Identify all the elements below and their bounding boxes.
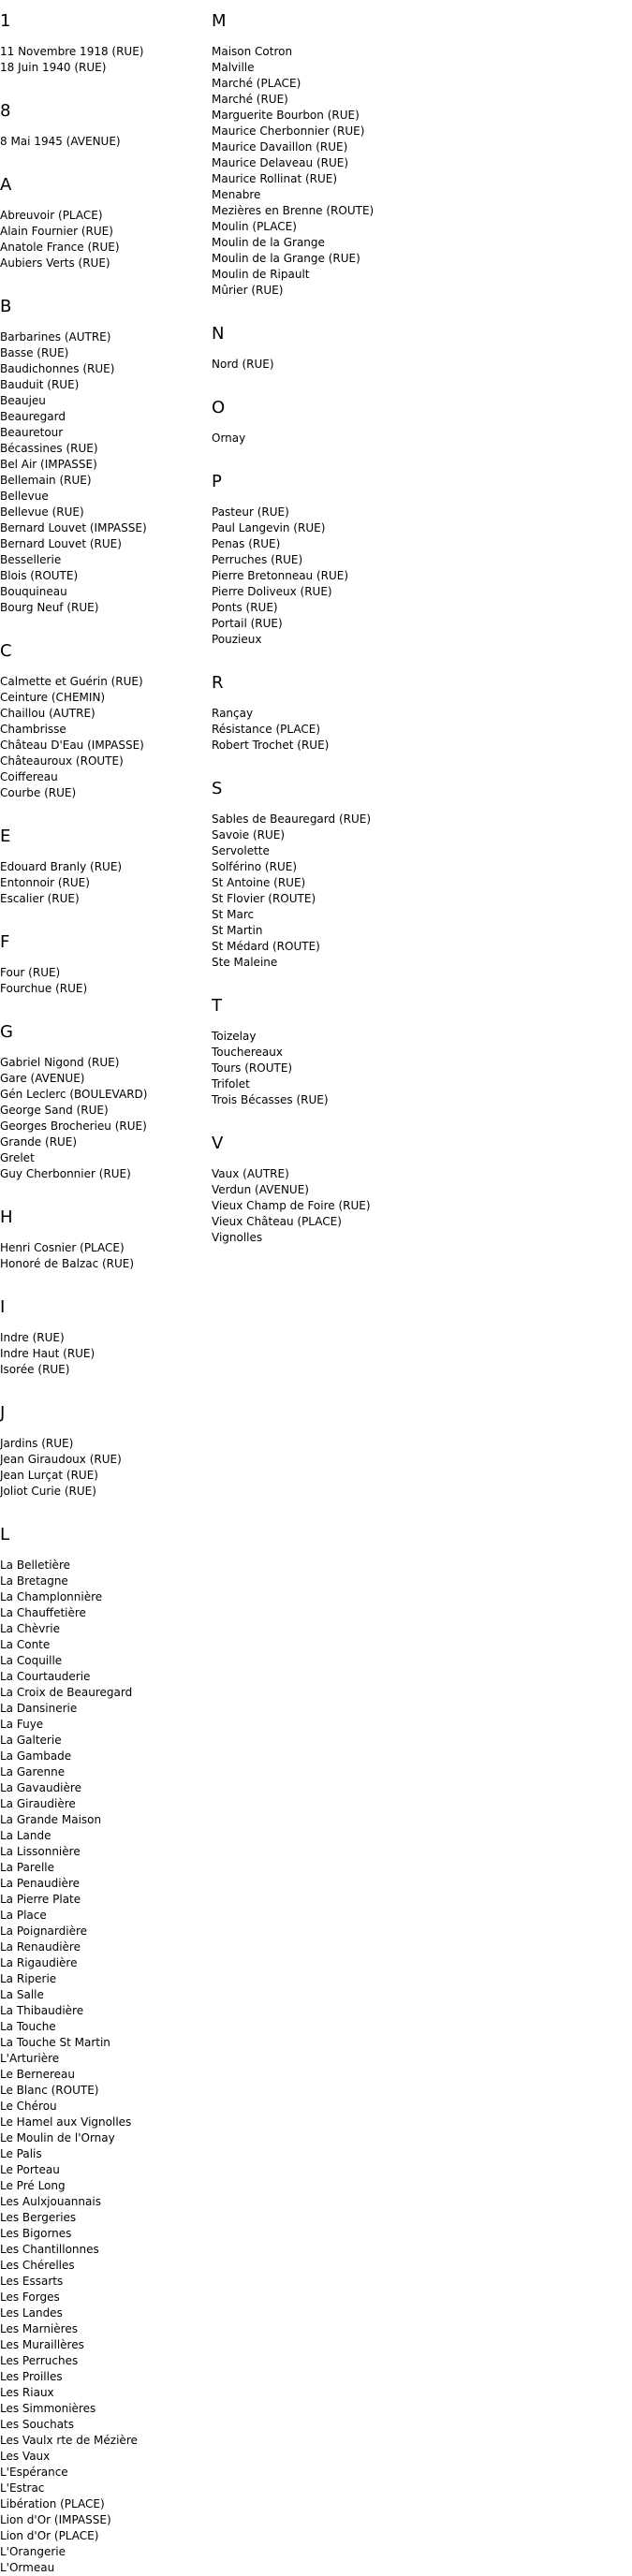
street-item[interactable]: Coiffereau xyxy=(0,770,58,783)
street-item[interactable]: Marché (RUE) xyxy=(212,93,288,106)
letter-section-v xyxy=(212,1108,624,1246)
section-letter-heading: M xyxy=(212,11,227,31)
street-item[interactable]: Les Marnières xyxy=(0,2322,78,2335)
street-item[interactable]: Courbe (RUE) xyxy=(0,786,77,799)
street-item[interactable]: La Garenne xyxy=(0,1765,66,1778)
street-item[interactable]: Les Landes xyxy=(0,2306,63,2320)
street-item[interactable]: Entonnoir (RUE) xyxy=(0,876,90,889)
letter-section-c xyxy=(0,616,208,801)
letter-section-h xyxy=(0,1182,208,1272)
street-list xyxy=(0,1240,208,1272)
street-item[interactable]: La Giraudière xyxy=(0,1797,76,1810)
street-item[interactable]: La Penaudière xyxy=(0,1877,80,1890)
street-list xyxy=(212,431,624,446)
street-item[interactable]: Marguerite Bourbon (RUE) xyxy=(212,109,360,122)
street-item[interactable]: Maison Cotron xyxy=(212,45,293,58)
street-item[interactable]: Ste Maleine xyxy=(212,956,278,969)
street-item[interactable]: Georges Brocherieu (RUE) xyxy=(0,1120,147,1133)
street-item[interactable]: Ceinture (CHEMIN) xyxy=(0,691,106,704)
street-item[interactable]: Ornay xyxy=(212,432,246,445)
street-item[interactable]: Vieux Champ de Foire (RUE) xyxy=(212,1199,371,1212)
street-item[interactable]: Henri Cosnier (PLACE) xyxy=(0,1241,125,1254)
street-item[interactable]: Vaux (AUTRE) xyxy=(212,1167,289,1180)
street-item[interactable]: Anatole France (RUE) xyxy=(0,241,120,254)
street-item[interactable]: La Lissonnière xyxy=(0,1845,81,1858)
street-item[interactable]: La Conte xyxy=(0,1638,51,1651)
street-item[interactable]: Marché (PLACE) xyxy=(212,77,301,90)
street-item[interactable]: La Champlonnière xyxy=(0,1590,103,1603)
street-item[interactable]: Aubiers Verts (RUE) xyxy=(0,256,110,270)
street-item[interactable]: Bellevue xyxy=(0,490,49,503)
street-index-right-column xyxy=(212,0,624,1246)
street-item[interactable]: L'Estrac xyxy=(0,2481,45,2495)
section-letter-heading: F xyxy=(0,932,10,952)
street-item[interactable]: Libération (PLACE) xyxy=(0,2497,105,2510)
street-item[interactable]: Chaillou (AUTRE) xyxy=(0,707,96,720)
street-item[interactable]: Sables de Beauregard (RUE) xyxy=(212,812,372,826)
street-item[interactable]: Château D'Eau (IMPASSE) xyxy=(0,739,144,752)
street-item[interactable]: Bessellerie xyxy=(0,553,62,566)
street-item[interactable]: Le Chérou xyxy=(0,2100,57,2113)
street-item[interactable]: Savoie (RUE) xyxy=(212,828,286,842)
street-list xyxy=(0,1436,208,1500)
street-item[interactable]: St Antoine (RUE) xyxy=(212,876,306,889)
street-item[interactable]: Bécassines (RUE) xyxy=(0,442,98,455)
street-item[interactable]: Guy Cherbonnier (RUE) xyxy=(0,1167,131,1180)
street-item[interactable]: Les Simmonières xyxy=(0,2402,96,2415)
street-item[interactable]: Jean Giraudoux (RUE) xyxy=(0,1453,122,1466)
street-item[interactable]: La Pierre Plate xyxy=(0,1893,81,1906)
section-letter-heading: H xyxy=(0,1208,13,1227)
street-item[interactable]: La Gavaudière xyxy=(0,1781,81,1794)
street-item[interactable]: Le Porteau xyxy=(0,2163,60,2176)
street-item[interactable]: St Flovier (ROUTE) xyxy=(212,892,316,905)
letter-section-t xyxy=(212,971,624,1108)
street-item[interactable]: Perruches (RUE) xyxy=(212,553,303,566)
street-item[interactable]: Le Palis xyxy=(0,2147,42,2160)
letter-section-1 xyxy=(0,0,208,76)
street-item[interactable]: Châteauroux (ROUTE) xyxy=(0,754,124,768)
section-letter-heading: C xyxy=(0,641,12,661)
street-list xyxy=(0,1055,208,1182)
street-list xyxy=(212,44,624,299)
street-item[interactable]: La Gambade xyxy=(0,1749,72,1763)
street-item[interactable]: Bernard Louvet (IMPASSE) xyxy=(0,521,147,534)
letter-section-8 xyxy=(0,76,208,150)
street-item[interactable]: Les Essarts xyxy=(0,2275,64,2288)
section-letter-heading: A xyxy=(0,175,12,195)
street-item[interactable]: La Rigaudière xyxy=(0,1956,78,1969)
letter-section-n xyxy=(212,299,624,373)
street-list xyxy=(0,329,208,616)
street-item[interactable]: La Chèvrie xyxy=(0,1622,60,1635)
street-item[interactable]: Edouard Branly (RUE) xyxy=(0,860,123,873)
street-item[interactable]: L'Espérance xyxy=(0,2466,68,2479)
street-list xyxy=(212,812,624,971)
street-item[interactable]: Le Hamel aux Vignolles xyxy=(0,2115,132,2129)
street-item[interactable]: Moulin de la Grange xyxy=(212,236,325,249)
section-letter-heading: T xyxy=(212,996,222,1016)
street-item[interactable]: Bauduit (RUE) xyxy=(0,378,80,391)
street-item[interactable]: Toizelay xyxy=(212,1030,257,1043)
section-letter-heading: V xyxy=(212,1134,224,1153)
section-letter-heading: B xyxy=(0,297,12,316)
street-item[interactable]: Blois (ROUTE) xyxy=(0,569,79,582)
street-item[interactable]: Solférino (RUE) xyxy=(212,860,297,873)
letter-section-p xyxy=(212,446,624,648)
section-letter-heading: E xyxy=(0,827,11,846)
street-item[interactable]: Lion d'Or (PLACE) xyxy=(0,2529,99,2542)
street-item[interactable]: Rançay xyxy=(212,707,254,720)
street-item[interactable]: George Sand (RUE) xyxy=(0,1104,109,1117)
street-list xyxy=(0,965,208,997)
street-item[interactable]: Jardins (RUE) xyxy=(0,1437,74,1450)
section-letter-heading: S xyxy=(212,779,223,798)
street-list xyxy=(0,859,208,907)
street-item[interactable]: L'Arturière xyxy=(0,2052,60,2065)
street-list xyxy=(212,1029,624,1108)
section-letter-heading: I xyxy=(0,1297,6,1317)
section-letter-heading: N xyxy=(212,324,225,344)
street-item[interactable]: Pierre Bretonneau (RUE) xyxy=(212,569,349,582)
section-letter-heading: R xyxy=(212,673,224,693)
street-item[interactable]: Basse (RUE) xyxy=(0,346,69,359)
street-item[interactable]: St Martin xyxy=(212,924,263,937)
street-item[interactable]: Gabriel Nigond (RUE) xyxy=(0,1056,120,1069)
street-item[interactable]: Beauretour xyxy=(0,426,64,439)
street-list xyxy=(0,208,208,271)
street-item[interactable]: Bel Air (IMPASSE) xyxy=(0,458,97,471)
street-item[interactable]: Les Chantillonnes xyxy=(0,2243,99,2256)
street-item[interactable]: 8 Mai 1945 (AVENUE) xyxy=(0,135,121,148)
street-item[interactable]: Four (RUE) xyxy=(0,966,61,979)
letter-section-a xyxy=(0,150,208,271)
street-item[interactable]: La Riperie xyxy=(0,1972,57,1985)
street-list xyxy=(212,706,624,754)
street-item[interactable]: Les Muraillères xyxy=(0,2338,84,2351)
street-item[interactable]: L'Ormeau xyxy=(0,2561,55,2574)
street-item[interactable]: Les Souchats xyxy=(0,2418,75,2431)
letter-section-e xyxy=(0,801,208,907)
street-item[interactable]: La Bretagne xyxy=(0,1574,68,1588)
street-item[interactable]: Moulin de la Grange (RUE) xyxy=(212,252,360,265)
section-letter-heading: 1 xyxy=(0,11,11,31)
street-list xyxy=(0,1558,208,2576)
letter-section-m xyxy=(212,0,624,299)
street-item[interactable]: La Fuye xyxy=(0,1718,44,1731)
street-item[interactable]: Pasteur (RUE) xyxy=(212,505,289,519)
street-item[interactable]: Vieux Château (PLACE) xyxy=(212,1215,342,1228)
street-item[interactable]: La Chauffetière xyxy=(0,1606,86,1619)
street-item[interactable]: Chambrisse xyxy=(0,723,66,736)
street-item[interactable]: Jean Lurçat (RUE) xyxy=(0,1469,98,1482)
street-item[interactable]: Trifolet xyxy=(212,1077,250,1090)
street-index-left-column xyxy=(0,0,208,2576)
street-item[interactable]: La Dansinerie xyxy=(0,1702,78,1715)
street-item[interactable]: Maurice Delaveau (RUE) xyxy=(212,156,349,169)
street-item[interactable]: Barbarines (AUTRE) xyxy=(0,330,111,344)
street-item[interactable]: Les Aulxjouannais xyxy=(0,2195,101,2208)
street-item[interactable]: St Marc xyxy=(212,908,255,921)
street-item[interactable]: Moulin de Ripault xyxy=(212,268,310,281)
section-letter-heading: O xyxy=(212,398,226,417)
street-item[interactable]: La Croix de Beauregard xyxy=(0,1686,133,1699)
street-item[interactable]: Beauregard xyxy=(0,410,66,423)
street-item[interactable]: Les Vaulx rte de Mézière xyxy=(0,2434,138,2447)
street-item[interactable]: Les Riaux xyxy=(0,2386,54,2399)
street-item[interactable]: La Place xyxy=(0,1909,47,1922)
letter-section-r xyxy=(212,648,624,754)
street-item[interactable]: Portail (RUE) xyxy=(212,617,283,630)
street-item[interactable]: Beaujeu xyxy=(0,394,46,407)
street-list xyxy=(212,357,624,373)
street-item[interactable]: Bourg Neuf (RUE) xyxy=(0,601,99,614)
street-item[interactable]: Paul Langevin (RUE) xyxy=(212,521,326,534)
street-item[interactable]: Indre (RUE) xyxy=(0,1331,65,1344)
street-item[interactable]: Résistance (PLACE) xyxy=(212,723,320,736)
street-item[interactable]: La Grande Maison xyxy=(0,1813,102,1826)
letter-section-f xyxy=(0,907,208,997)
letter-section-g xyxy=(0,997,208,1182)
street-item[interactable]: Honoré de Balzac (RUE) xyxy=(0,1257,135,1270)
letter-section-b xyxy=(0,271,208,616)
street-item[interactable]: Lion d'Or (IMPASSE) xyxy=(0,2513,111,2526)
street-item[interactable]: Le Moulin de l'Ornay xyxy=(0,2131,115,2144)
street-item[interactable]: La Coquille xyxy=(0,1654,63,1667)
street-item[interactable]: Le Pré Long xyxy=(0,2179,66,2192)
street-item[interactable]: Mezières en Brenne (ROUTE) xyxy=(212,204,375,217)
street-item[interactable]: La Touche xyxy=(0,2020,56,2033)
street-item[interactable]: Les Bigornes xyxy=(0,2227,72,2240)
section-letter-heading: J xyxy=(0,1403,6,1423)
street-item[interactable]: Les Bergeries xyxy=(0,2211,77,2224)
street-item[interactable]: Calmette et Guérin (RUE) xyxy=(0,675,143,688)
street-item[interactable]: La Salle xyxy=(0,1988,44,2001)
letter-section-l xyxy=(0,1500,208,2576)
street-list xyxy=(0,1330,208,1378)
street-item[interactable]: Les Perruches xyxy=(0,2354,79,2367)
street-item[interactable]: Les Forges xyxy=(0,2291,60,2304)
street-list xyxy=(0,44,208,76)
street-item[interactable]: Verdun (AVENUE) xyxy=(212,1183,309,1196)
street-item[interactable]: La Thibaudière xyxy=(0,2004,84,2017)
street-item[interactable]: Vignolles xyxy=(212,1231,263,1244)
street-item[interactable]: Indre Haut (RUE) xyxy=(0,1347,96,1360)
street-item[interactable]: Grande (RUE) xyxy=(0,1135,78,1149)
street-list xyxy=(212,1166,624,1246)
street-item[interactable]: Nord (RUE) xyxy=(212,358,274,371)
street-item[interactable]: Robert Trochet (RUE) xyxy=(212,739,330,752)
street-item[interactable]: La Courtauderie xyxy=(0,1670,91,1683)
street-item[interactable]: Servolette xyxy=(212,844,270,857)
street-item[interactable]: Bernard Louvet (RUE) xyxy=(0,537,122,550)
letter-section-i xyxy=(0,1272,208,1378)
street-item[interactable]: Bellemain (RUE) xyxy=(0,474,92,487)
street-item[interactable]: Tours (ROUTE) xyxy=(212,1061,293,1075)
street-item[interactable]: Trois Bécasses (RUE) xyxy=(212,1093,329,1106)
street-item[interactable]: 18 Juin 1940 (RUE) xyxy=(0,61,107,74)
street-item[interactable]: La Belletière xyxy=(0,1559,70,1572)
street-item[interactable]: La Poignardière xyxy=(0,1925,88,1938)
street-item[interactable]: Moulin (PLACE) xyxy=(212,220,297,233)
street-item[interactable]: Pierre Doliveux (RUE) xyxy=(212,585,332,598)
street-item[interactable]: Baudichonnes (RUE) xyxy=(0,362,115,375)
street-item[interactable]: Gare (AVENUE) xyxy=(0,1072,85,1085)
street-item[interactable]: Touchereaux xyxy=(212,1046,283,1059)
street-item[interactable]: La Galterie xyxy=(0,1734,62,1747)
street-item[interactable]: Fourchue (RUE) xyxy=(0,982,88,995)
street-item[interactable]: Escalier (RUE) xyxy=(0,892,80,905)
street-item[interactable]: Malville xyxy=(212,61,255,74)
street-item[interactable]: Mûrier (RUE) xyxy=(212,284,284,297)
street-item[interactable]: St Médard (ROUTE) xyxy=(212,940,320,953)
street-item[interactable]: Le Blanc (ROUTE) xyxy=(0,2084,99,2097)
section-letter-heading: P xyxy=(212,472,222,491)
street-item[interactable]: La Parelle xyxy=(0,1861,55,1874)
street-item[interactable]: La Lande xyxy=(0,1829,51,1842)
street-item[interactable]: Joliot Curie (RUE) xyxy=(0,1485,96,1498)
street-item[interactable]: Penas (RUE) xyxy=(212,537,281,550)
street-item[interactable]: Pouzieux xyxy=(212,633,262,646)
letter-section-o xyxy=(212,373,624,446)
section-letter-heading: L xyxy=(0,1525,10,1544)
street-item[interactable]: La Touche St Martin xyxy=(0,2036,110,2049)
street-item[interactable]: Ponts (RUE) xyxy=(212,601,278,614)
letter-section-j xyxy=(0,1378,208,1500)
street-item[interactable]: Maurice Rollinat (RUE) xyxy=(212,172,338,185)
street-item[interactable]: Bellevue (RUE) xyxy=(0,505,84,519)
street-item[interactable]: Maurice Cherbonnier (RUE) xyxy=(212,124,365,138)
street-list xyxy=(212,505,624,648)
street-item[interactable]: Les Proilles xyxy=(0,2370,63,2383)
street-item[interactable]: 11 Novembre 1918 (RUE) xyxy=(0,45,144,58)
street-item[interactable]: Isorée (RUE) xyxy=(0,1363,70,1376)
street-item[interactable]: Alain Fournier (RUE) xyxy=(0,225,113,238)
street-list xyxy=(0,134,208,150)
section-letter-heading: G xyxy=(0,1022,13,1042)
letter-section-s xyxy=(212,754,624,971)
street-item[interactable]: Abreuvoir (PLACE) xyxy=(0,209,103,222)
street-list xyxy=(0,674,208,801)
street-item[interactable]: Les Vaux xyxy=(0,2450,51,2463)
street-item[interactable]: Maurice Davaillon (RUE) xyxy=(212,140,348,154)
street-item[interactable]: L'Orangerie xyxy=(0,2545,66,2558)
section-letter-heading: 8 xyxy=(0,101,11,121)
street-item[interactable]: Grelet xyxy=(0,1151,35,1164)
street-item[interactable]: Les Chérelles xyxy=(0,2259,75,2272)
street-item[interactable]: Le Bernereau xyxy=(0,2068,76,2081)
street-item[interactable]: Menabre xyxy=(212,188,261,201)
street-item[interactable]: Bouquineau xyxy=(0,585,67,598)
street-item[interactable]: Gén Leclerc (BOULEVARD) xyxy=(0,1088,148,1101)
street-item[interactable]: La Renaudière xyxy=(0,1940,81,1954)
